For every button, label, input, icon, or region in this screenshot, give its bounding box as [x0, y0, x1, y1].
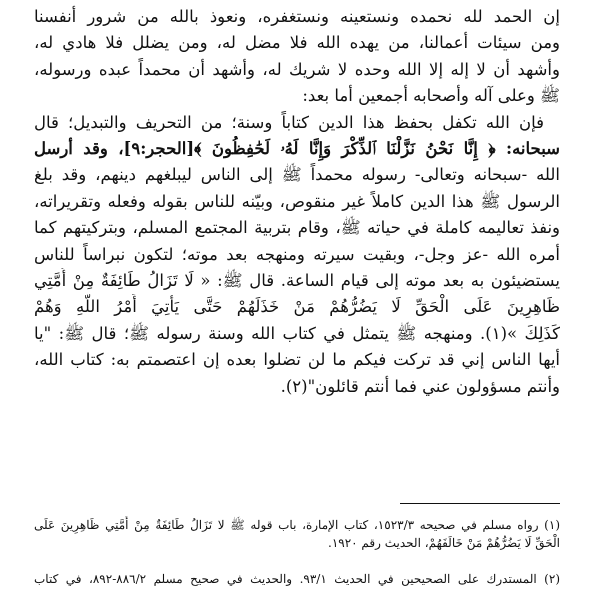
- footnote-separator: [400, 503, 560, 504]
- body-line: أيها الناس إني قد تركت فيكم ما لن تضلوا بعده إن اعتصمتم به: كتاب الله،: [34, 350, 560, 370]
- footnote-line: الْحَقِّ لَا يَضُرُّهُمْ مَنْ خَالَفَهُمْ، الحديث رقم ١٩٢٠.: [327, 536, 560, 550]
- body-line: الرسول ﷺ هذا الدين كاملاً غير منقوص، وبيّنه للناس بقوله وفعله وتقريراته،: [34, 191, 560, 211]
- body-line: كَذَلِكَ »(١). ومنهجه ﷺ يتمثل في كتاب الله وسنة رسوله ﷺ؛ قال ﷺ: "يا: [34, 323, 560, 343]
- footnote-line: (٢) المستدرك على الصحيحين في الحديث ٩٣/١. والحديث في صحيح مسلم ٨٨٦/٢-٨٩٢، في كتاب: [34, 572, 560, 586]
- body-line: فإن الله تكفل بحفظ هذا الدين كتاباً وسنة؛ من التحريف والتبديل؛ قال: [34, 112, 544, 132]
- hadith-line: يستضيئون به بعد موته إلى قيام الساعة. قال ﷺ: « لَا تَزَالُ طَائِفَةٌ مِنْ أُمَّتِي: [34, 271, 560, 291]
- body-line: وأشهد أن لا إله إلا الله وحده لا شريك له، وأشهد أن محمداً عبده ورسوله،: [34, 59, 560, 79]
- body-line: وأنتم مسؤولون عني فما أنتم قائلون"(٢).: [280, 376, 560, 396]
- body-line: ومن سيئات أعمالنا، من يهده الله فلا مضل له، ومن يضلل فلا هادي له،: [34, 33, 560, 53]
- hadith-line: ظَاهِرِينَ عَلَى الْحَقِّ لَا يَضُرُّهُمْ مَنْ خَذَلَهُمْ حَتَّى يَأْتِيَ أَمْرُ اللَّهِ وَهُمْ: [34, 297, 560, 317]
- footnote-line: (١) رواه مسلم في صحيحه ١٥٢٣/٣، كتاب الإمارة، باب قوله ﷺ لا تَزَالُ طَائِفَةٌ مِنْ أُمَّتِي ظَاهِرِينَ عَلَى: [34, 518, 560, 532]
- footnotes: [34, 503, 560, 588]
- footnote-gap: [34, 552, 560, 570]
- body-line: إن الحمد لله نحمده ونستعينه ونستغفره، ونعوذ بالله من شرور أنفسنا: [34, 7, 560, 26]
- body-line: أمره الله -عز وجل-، وبقيت سيرته ومنهجه بعد موته؛ لتكون نبراساً للناس: [34, 244, 560, 264]
- body-line: الله -سبحانه وتعالى- رسوله محمداً ﷺ إلى الناس ليبلغهم دينهم، وقد بلغ: [34, 165, 560, 185]
- body-line: ﷺ وعلى آله وأصحابه أجمعين أما بعد:: [302, 86, 560, 106]
- quran-verse-line: سبحانه: ﴿ إِنَّا نَحْنُ نَزَّلْنَا ٱلذِّكْرَ وَإِنَّا لَهُۥ لَحَٰفِظُونَ ﴾[الحجر:٩]، وقد أرسل: [34, 139, 560, 159]
- body-text: [34, 4, 560, 400]
- body-line: ونفذ تعاليمه كاملة في حياته ﷺ، وقام بتربية المجتمع المسلم، وبتركيتهم كما: [34, 218, 560, 238]
